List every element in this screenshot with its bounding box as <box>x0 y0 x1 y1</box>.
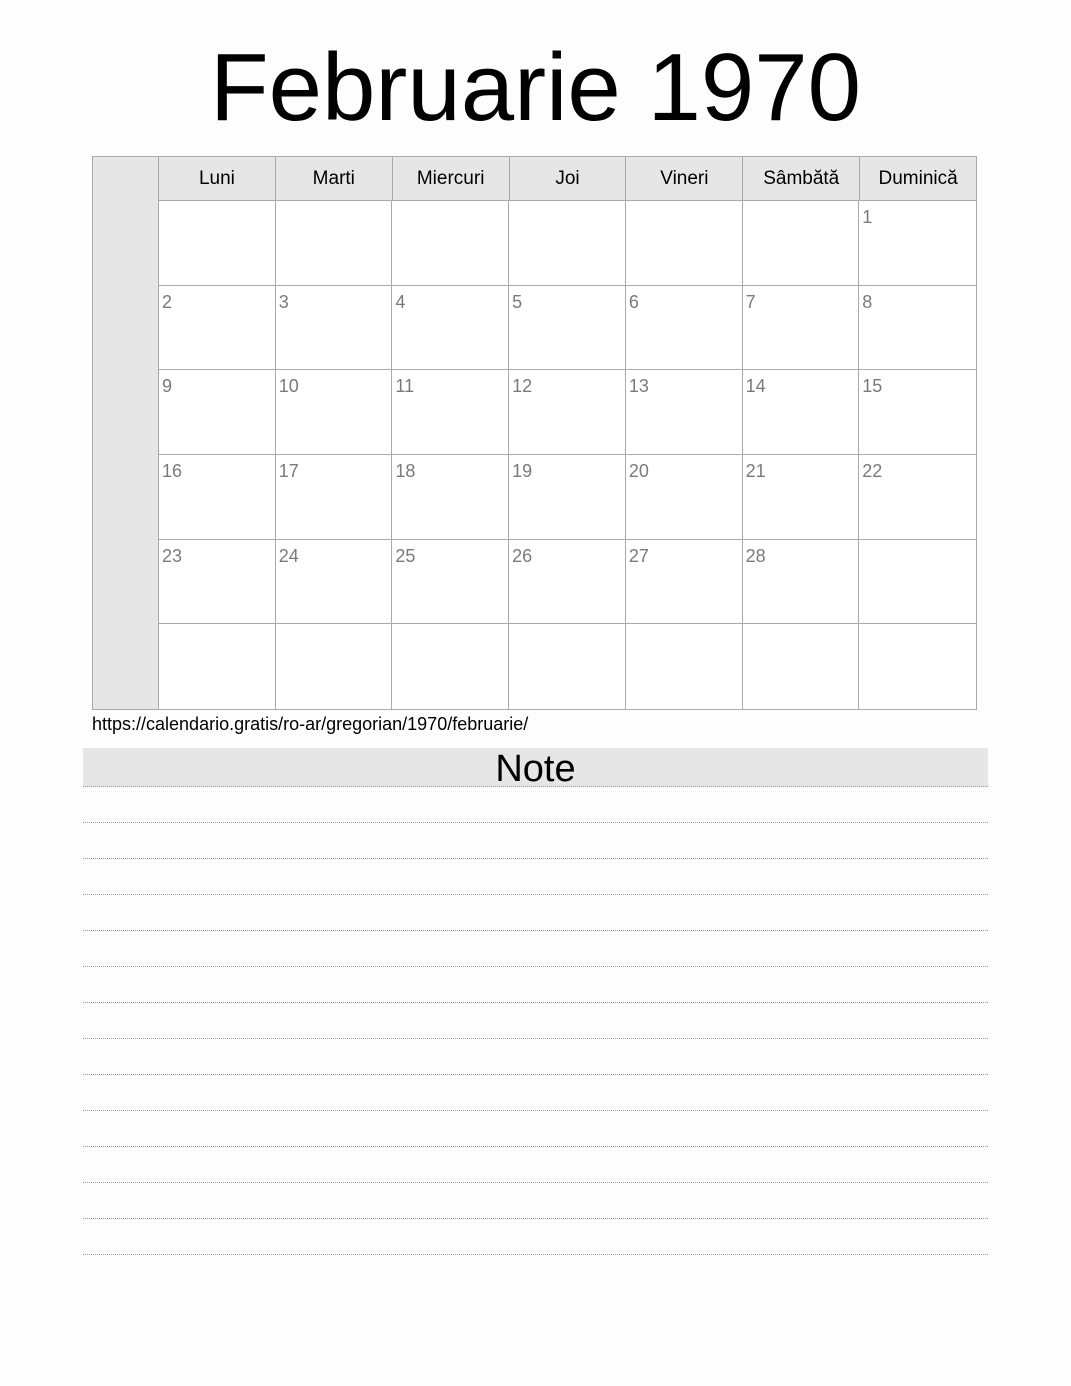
note-line <box>83 1003 988 1039</box>
day-number: 27 <box>628 545 649 566</box>
weekday-header-miercuri: Miercuri <box>393 157 510 200</box>
note-line <box>83 787 988 823</box>
day-number: 12 <box>512 376 533 397</box>
day-number: 1 <box>862 207 873 227</box>
day-cell <box>276 201 393 286</box>
day-number: 22 <box>862 460 883 481</box>
day-number: 23 <box>162 545 183 566</box>
day-cell <box>159 370 276 455</box>
note-line <box>83 1039 988 1075</box>
day-number: 2 <box>162 291 173 312</box>
day-number: 10 <box>278 376 299 397</box>
day-number: 24 <box>278 545 299 566</box>
day-cell <box>859 624 976 709</box>
day-cell <box>626 201 743 286</box>
day-cell <box>276 540 393 625</box>
note-line <box>83 823 988 859</box>
day-cell <box>859 455 976 540</box>
weekday-header-luni: Luni <box>159 157 276 200</box>
day-number: 7 <box>745 291 756 312</box>
week-number-column <box>93 157 159 709</box>
day-cell <box>859 201 976 286</box>
note-line <box>83 931 988 967</box>
note-line <box>83 859 988 895</box>
day-cell <box>276 455 393 540</box>
day-cell <box>159 624 276 709</box>
day-cell <box>743 201 860 286</box>
note-line <box>83 1183 988 1219</box>
day-number: 8 <box>862 291 873 312</box>
day-number: 14 <box>745 376 766 397</box>
day-cell <box>626 370 743 455</box>
notes-section <box>83 748 988 1255</box>
day-cell <box>509 455 626 540</box>
day-cell <box>626 286 743 371</box>
day-cell <box>859 540 976 625</box>
note-line <box>83 967 988 1003</box>
day-cell <box>392 286 509 371</box>
note-line <box>83 895 988 931</box>
day-cell <box>159 201 276 286</box>
day-cell <box>276 370 393 455</box>
weekday-header-marti: Marti <box>276 157 393 200</box>
day-number: 25 <box>395 545 416 566</box>
day-cell <box>743 540 860 625</box>
note-line <box>83 1075 988 1111</box>
day-number: 9 <box>162 376 173 397</box>
weekday-header-duminica: Duminică <box>878 168 958 189</box>
day-number: 3 <box>278 291 289 312</box>
day-number: 18 <box>395 460 416 481</box>
day-cell <box>509 370 626 455</box>
weekday-header-row <box>159 157 976 201</box>
day-number: 21 <box>745 460 766 481</box>
day-cell <box>509 201 626 286</box>
day-number: 16 <box>162 460 183 481</box>
day-cell <box>392 540 509 625</box>
day-cell <box>626 540 743 625</box>
notes-title: Note <box>83 748 988 787</box>
day-cell <box>859 370 976 455</box>
day-cell <box>509 540 626 625</box>
note-line <box>83 1147 988 1183</box>
note-line <box>83 1219 988 1255</box>
day-cell <box>743 455 860 540</box>
day-cell <box>859 286 976 371</box>
day-cell <box>743 624 860 709</box>
day-cell <box>159 286 276 371</box>
weekday-header-vineri: Vineri <box>626 157 743 200</box>
day-number: 4 <box>395 291 406 312</box>
day-cell <box>626 624 743 709</box>
source-url: https://calendario.gratis/ro-ar/gregorian/1970/februarie/ <box>92 714 529 734</box>
day-cell <box>276 286 393 371</box>
day-number: 26 <box>512 545 533 566</box>
day-number: 13 <box>628 376 649 397</box>
day-cell <box>743 370 860 455</box>
day-number: 20 <box>628 460 649 481</box>
weekday-header-sambata: Sâmbătă <box>743 157 860 200</box>
day-cell <box>159 455 276 540</box>
day-cell <box>626 455 743 540</box>
day-number: 6 <box>628 291 639 312</box>
day-cell <box>392 624 509 709</box>
day-number: 15 <box>862 376 883 397</box>
day-number: 17 <box>278 460 299 481</box>
day-cell <box>509 286 626 371</box>
day-cell <box>743 286 860 371</box>
day-cell <box>159 540 276 625</box>
weekday-header-joi: Joi <box>510 157 627 200</box>
day-number: 11 <box>395 376 415 397</box>
day-number: 28 <box>745 545 766 566</box>
day-cell <box>392 455 509 540</box>
note-line <box>83 1111 988 1147</box>
page-title: Februarie 1970 <box>209 34 862 141</box>
day-cell <box>392 201 509 286</box>
day-cell <box>509 624 626 709</box>
calendar-grid <box>92 156 977 710</box>
day-cell <box>392 370 509 455</box>
note-lines <box>83 787 988 1255</box>
day-number: 19 <box>512 460 533 481</box>
day-cell <box>276 624 393 709</box>
day-cells <box>159 201 976 709</box>
day-number: 5 <box>512 291 523 312</box>
